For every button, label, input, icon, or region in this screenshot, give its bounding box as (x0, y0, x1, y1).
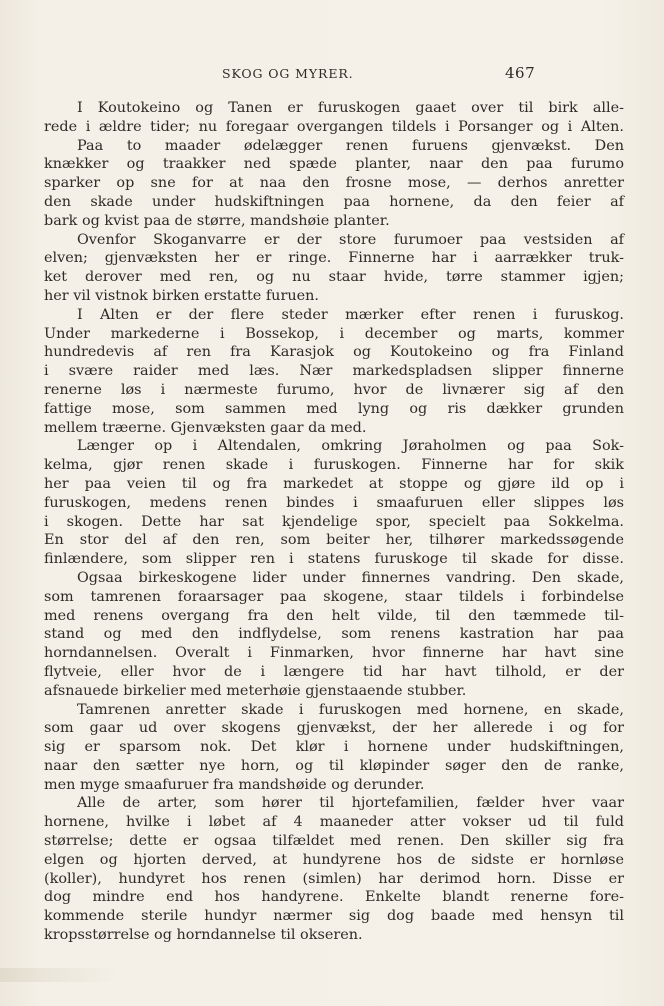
text-line: mellem træerne. Gjenvæksten gaar da med. (44, 419, 367, 436)
text-line: elgen og hjorten derved, at hundyrene hos de sidste er hornløse (44, 851, 624, 868)
text-line: horndannelsen. Overalt i Finmarken, hvor finnerne har havt sine (44, 645, 624, 662)
text-line: elven; gjenvæksten her er ringe. Finnerne har i aarrækker truk- (44, 250, 624, 267)
text-line: Alle de arter, som hører til hjortefamilien, fælder hver vaar (77, 795, 624, 812)
text-line: Tamrenen anretter skade i furuskogen med hornene, en skade, (77, 701, 624, 718)
text-line: knækker og traakker ned spæde planter, naar den paa furumo (44, 156, 624, 173)
text-line: kelma, gjør renen skade i furuskogen. Finnerne har for skik (44, 457, 624, 474)
text-line: med renens overgang fra den helt vilde, til den tæmmede til- (44, 607, 624, 624)
text-line: dog mindre end hos handyrene. Enkelte blandt renerne fore- (44, 889, 624, 906)
text-line: her vil vistnok birken erstatte furuen. (44, 287, 319, 304)
paper-edge-shading (0, 968, 120, 982)
text-line: stand og med den indflydelse, som renens kastration har paa (44, 626, 624, 643)
text-line: furuskogen, medens renen bindes i smaafuruen eller slippes løs (44, 494, 624, 511)
text-line: afsnauede birkelier med meterhøie gjenstaaende stubber. (44, 682, 467, 699)
text-line: En stor del af den ren, som beiter her, tilhører markedssøgende (44, 532, 624, 549)
running-title: SKOG OG MYRER. (222, 66, 354, 81)
text-line: kommende sterile hundyr nærmer sig dog baade med hensyn til (44, 908, 624, 925)
text-line: i skogen. Dette har sat kjendelige spor, specielt paa Sokkelma. (44, 513, 624, 530)
text-line: I Koutokeino og Tanen er furuskogen gaaet over til birk alle- (77, 100, 624, 116)
text-line: sig er sparsom nok. Det klør i hornene under hudskiftningen, (44, 739, 624, 756)
text-line: Ogsaa birkeskogene lider under finnernes vandring. Den skade, (77, 569, 624, 586)
text-line: finlændere, som slipper ren i statens furuskoge til skade for disse. (44, 551, 624, 568)
text-line: flytveie, eller hvor de i længere tid har havt tilhold, er der (44, 663, 624, 680)
text-line: rede i ældre tider; nu foregaar overgangen tildels i Porsanger og i Alten. (44, 118, 624, 135)
text-line: ket derover med ren, og nu staar hvide, tørre stammer igjen; (44, 269, 624, 286)
text-line: kropsstørrelse og horndannelse til okseren. (44, 927, 363, 944)
body-text (44, 99, 624, 945)
text-line: Længer op i Altendalen, omkring Jøraholmen og paa Sok- (77, 438, 624, 455)
text-line: hundredevis af ren fra Karasjok og Koutokeino og fra Finland (44, 344, 624, 361)
text-line: (koller), hundyret hos renen (simlen) har derimod horn. Disse er (44, 870, 624, 887)
text-line: størrelse; dette er ogsaa tilfældet med renen. Den skiller sig fra (44, 833, 624, 850)
text-line: Ovenfor Skoganvarre er der store furumoer paa vestsiden af (77, 231, 624, 248)
text-line: men myge smaafuruer fra mandshøide og derunder. (44, 776, 425, 793)
text-line: renerne løs i nærmeste furumo, hvor de livnærer sig af den (44, 381, 624, 398)
text-line: naar den sætter nye horn, og til kløpinder søger den de ranke, (44, 757, 624, 774)
text-line: I Alten er der flere steder mærker efter renen i furuskog. (77, 306, 624, 323)
text-line: fattige mose, som sammen med lyng og ris dækker grunden (44, 400, 624, 417)
text-line: bark og kvist paa de større, mandshøie planter. (44, 212, 390, 229)
text-line: Paa to maader ødelægger renen furuens gjenvækst. Den (77, 137, 624, 154)
text-line: som gaar ud over skogens gjenvækst, der her allerede i og for (44, 720, 624, 737)
running-head (0, 64, 664, 84)
text-line: som tamrenen foraarsager paa skogene, staar tildels i forbindelse (44, 588, 624, 605)
text-line: her paa veien til og fra markedet at stoppe og gjøre ild op i (44, 475, 624, 492)
text-line: i svære raider med læs. Nær markedspladsen slipper finnerne (44, 363, 624, 380)
page-number: 467 (505, 64, 536, 82)
text-line: den skade under hudskiftningen paa hornene, da den feier af (44, 193, 624, 210)
text-line: sparker op sne for at naa den frosne mose, — derhos anretter (44, 175, 624, 192)
text-line: hornene, hvilke i løbet af 4 maaneder atter vokser ud til fuld (44, 814, 624, 831)
text-line: Under markederne i Bossekop, i december og marts, kommer (44, 325, 624, 342)
